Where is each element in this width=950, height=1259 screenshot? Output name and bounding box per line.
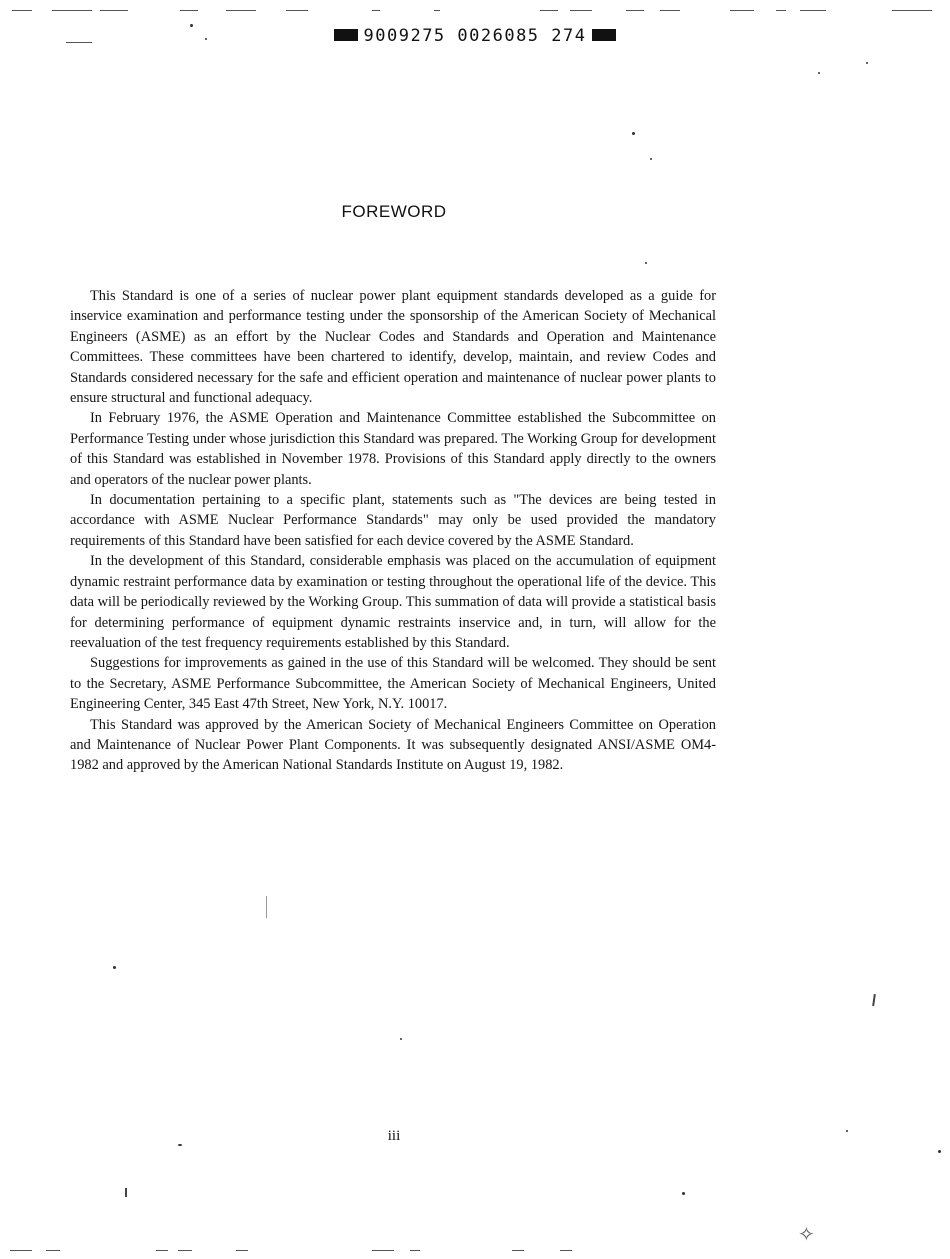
scan-artifact: [372, 10, 380, 11]
header-block-left: [334, 29, 358, 41]
scan-artifact: [872, 994, 875, 1006]
scan-artifact: [52, 10, 92, 11]
scan-artifact: [12, 10, 32, 11]
scan-artifact: [776, 10, 786, 11]
paragraph: In February 1976, the ASME Operation and Maintenance Committee established the Subcommittee on Performance Testing under whose jurisdiction this Standard was prepared. The Working Group for development of this Standard was established in November 1978. Provisions of this Standard apply directly to the owners and operators of the nuclear power plants.: [70, 410, 716, 488]
scan-artifact: [410, 1250, 420, 1251]
scan-artifact: [180, 10, 198, 11]
page-number: iii: [387, 1128, 401, 1144]
scan-artifact: [226, 10, 256, 11]
paragraph: In documentation pertaining to a specific plant, statements such as "The devices are being tested in accordance with ASME Nuclear Performance Standards" may only be used provided the mandatory requirements of this Standard have been satisfied for each device covered by the ASME Standard.: [70, 492, 716, 549]
foreword-body: [70, 286, 716, 776]
scan-artifact: [372, 1250, 394, 1251]
paragraph: In the development of this Standard, considerable emphasis was placed on the accumulation of equipment dynamic restraint performance data by examination or testing throughout the operational life of the device. This data will be periodically reviewed by the Working Group. This summation of data will provide a statistical basis for determining performance of equipment dynamic restraints inservice and, in turn, will allow for the reevaluation of the test frequency requirements established by this Standard.: [70, 553, 716, 651]
scan-artifact: [645, 262, 647, 264]
scan-artifact: [10, 1250, 32, 1251]
scan-artifact: ✧: [798, 1222, 815, 1246]
document-code-header: [0, 26, 950, 46]
scan-artifact: [682, 1192, 685, 1195]
scan-artifact: [434, 10, 440, 11]
scan-artifact: [660, 10, 680, 11]
scan-artifact: [626, 10, 644, 11]
scan-artifact: [846, 1130, 848, 1132]
scan-artifact: [866, 62, 868, 64]
scan-artifact: [286, 10, 308, 11]
document-code: 9009275 0026085 274: [363, 26, 587, 46]
scan-artifact: [560, 1250, 572, 1251]
scan-artifact: [512, 1250, 524, 1251]
scan-artifact: [156, 1250, 168, 1251]
paragraph: This Standard is one of a series of nuclear power plant equipment standards developed as a guide for inservice examination and performance testing under the sponsorship of the American Society of Mechanical Engineers (ASME) as an effort by the Nuclear Codes and Standards and Operation and Maintenance Committees. These committees have been chartered to identify, develop, maintain, and review Codes and Standards considered necessary for the safe and efficient operation and maintenance of nuclear power plants to ensure structural and functional adequacy.: [70, 288, 716, 407]
scan-artifact: [400, 1038, 402, 1040]
scan-artifact: [632, 132, 635, 135]
scan-artifact: [818, 72, 820, 74]
paragraph: This Standard was approved by the American Society of Mechanical Engineers Committee on Operation and Maintenance of Nuclear Power Plant Components. It was subsequently designated ANSI/ASME OM4-1982 and approved by the American National Standards Institute on August 19, 1982.: [70, 716, 716, 774]
scan-artifact: [100, 10, 128, 11]
header-block-right: [592, 29, 616, 41]
paragraph: Suggestions for improvements as gained in the use of this Standard will be welcomed. They should be sent to the Secretary, ASME Performance Subcommittee, the American Society of Mechanical Engineers, United Engineering Center, 345 East 47th Street, New York, N.Y. 10017.: [70, 655, 716, 713]
scan-artifact: [800, 10, 826, 11]
scan-artifact: [650, 158, 652, 160]
scan-artifact: [730, 10, 754, 11]
scan-artifact: [540, 10, 558, 11]
scan-artifact: [46, 1250, 60, 1251]
scan-artifact: [938, 1150, 941, 1153]
scan-artifact: [178, 1250, 192, 1251]
page-title: FOREWORD: [341, 202, 447, 221]
scan-artifact: [570, 10, 592, 11]
scan-artifact: [236, 1250, 248, 1251]
scan-artifact: [892, 10, 932, 11]
scan-artifact: [266, 896, 267, 918]
scan-artifact: [125, 1188, 127, 1197]
scan-artifact: [113, 966, 116, 969]
